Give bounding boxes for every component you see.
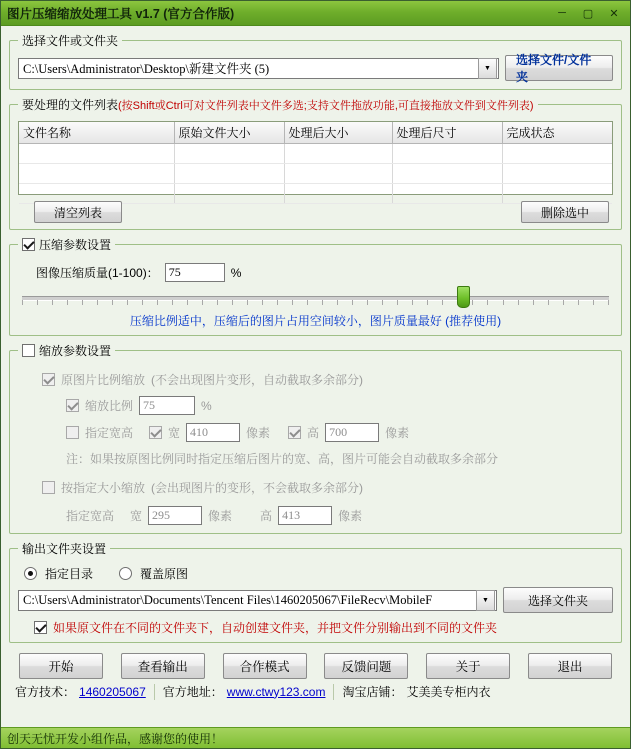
fixed-wh-label: 指定宽高 [66, 509, 115, 523]
scale-enable-checkbox[interactable] [22, 344, 35, 357]
compress-enable-checkbox[interactable] [22, 238, 35, 251]
file-list-legend-note: (按Shift或Ctrl可对文件列表中文件多选;支持文件拖放功能,可直接拖放文件到文件列表) [118, 100, 534, 112]
output-path-row [18, 587, 613, 613]
ratio-mode-label: 原图片比例缩放 [61, 373, 146, 387]
fixed-mode-label: 按指定大小缩放 [61, 481, 146, 495]
start-button[interactable]: 开始 [19, 653, 103, 679]
tech-contact [15, 683, 146, 700]
tech-label: 官方技术： [15, 685, 76, 699]
file-list-actions [18, 201, 613, 223]
source-selection-group [9, 32, 622, 90]
source-selection-legend: 选择文件或文件夹 [22, 34, 119, 48]
ratio-input[interactable] [139, 396, 195, 415]
shop-label: 淘宝店铺： [342, 685, 403, 699]
official-site [163, 683, 326, 700]
exit-button[interactable]: 退出 [528, 653, 612, 679]
fixed-width-input[interactable] [148, 506, 202, 525]
file-list-legend-main: 要处理的文件列表 [22, 98, 119, 112]
fixed-wh-row [66, 506, 613, 525]
slider-ticks [22, 300, 609, 306]
fixed-mode-checkbox[interactable] [42, 481, 55, 494]
taobao-shop [342, 683, 490, 700]
compress-legend-label: 压缩参数设置 [39, 238, 112, 252]
delete-selected-button[interactable]: 删除选中 [521, 201, 609, 223]
browse-files-button[interactable]: 选择文件/文件夹 [505, 55, 613, 81]
fixed-height-unit: 像素 [338, 509, 363, 523]
file-table-body [19, 144, 612, 204]
ratio-percent: % [201, 398, 212, 413]
auto-create-checkbox[interactable] [34, 621, 47, 634]
status-text: 创天无忧开发小组作品，感谢您的使用！ [7, 731, 224, 746]
window-controls [550, 3, 628, 23]
feedback-button[interactable]: 反馈问题 [324, 653, 408, 679]
tech-qq-link[interactable]: 1460205067 [79, 684, 146, 699]
specify-wh-label: 指定宽高 [85, 426, 134, 440]
compress-group [9, 236, 622, 336]
quality-row [36, 263, 613, 282]
col-processed-size[interactable]: 处理后大小 [284, 122, 392, 144]
compress-legend [18, 236, 115, 253]
cooperation-button[interactable]: 合作模式 [223, 653, 307, 679]
slider-thumb[interactable] [457, 286, 470, 308]
close-icon[interactable]: ✕ [609, 7, 619, 20]
ratio-label: 缩放比例 [85, 399, 134, 413]
ratio-row [66, 396, 613, 415]
output-mode-overwrite-radio[interactable] [119, 567, 132, 580]
output-mode-overwrite-label: 覆盖原图 [140, 567, 189, 581]
about-button[interactable]: 关于 [426, 653, 510, 679]
maximize-icon[interactable]: ▢ [582, 7, 594, 20]
divider [333, 684, 334, 700]
height-checkbox[interactable] [288, 426, 301, 439]
status-bar [1, 727, 630, 748]
official-site-link[interactable]: www.ctwy123.com [226, 684, 326, 699]
ratio-mode-note: (不会出现图片变形，自动截取多余部分) [151, 373, 364, 387]
output-path-combo[interactable] [18, 590, 497, 611]
col-original-size[interactable]: 原始文件大小 [174, 122, 284, 144]
scale-group [9, 342, 622, 534]
minimize-icon[interactable]: ─ [558, 7, 566, 19]
ratio-checkbox[interactable] [66, 399, 79, 412]
output-mode-dir-radio[interactable] [24, 567, 37, 580]
fixed-width-label: 宽 [130, 509, 143, 523]
link-bar [9, 681, 622, 700]
main-content [1, 26, 630, 727]
scale-tip: 注：如果按原图比例同时指定压缩后图片的宽、高，图片可能会自动截取多余部分 [66, 452, 499, 466]
output-mode-dir-label: 指定目录 [45, 567, 94, 581]
width-height-row [66, 423, 613, 442]
ratio-mode-row [42, 371, 613, 388]
shop-name: 艾美美专柜内衣 [406, 685, 491, 699]
quality-input[interactable] [165, 263, 225, 282]
fixed-height-label: 高 [260, 509, 273, 523]
window-title: 图片压缩缩放处理工具 v1.7 (官方合作版) [7, 7, 235, 21]
ratio-mode-checkbox[interactable] [42, 373, 55, 386]
chevron-down-icon[interactable]: ▼ [476, 590, 495, 611]
table-row[interactable] [19, 144, 612, 164]
fixed-mode-row [42, 479, 613, 496]
auto-create-row [34, 619, 613, 636]
scale-legend-label: 缩放参数设置 [39, 344, 112, 358]
output-group [9, 540, 622, 643]
fixed-height-input[interactable] [278, 506, 332, 525]
col-processed-dimension[interactable]: 处理后尺寸 [392, 122, 502, 144]
view-output-button[interactable]: 查看输出 [121, 653, 205, 679]
height-label: 高 [307, 426, 320, 440]
file-list-legend [18, 96, 538, 113]
browse-output-button[interactable]: 选择文件夹 [503, 587, 613, 613]
auto-create-label: 如果原文件在不同的文件夹下，自动创建文件夹，并把文件分别输出到不同的文件夹 [53, 621, 498, 635]
site-label: 官方地址： [162, 685, 223, 699]
quality-label: 图像压缩质量(1-100)： [36, 266, 159, 280]
scale-legend [18, 342, 115, 359]
divider [154, 684, 155, 700]
file-table [19, 122, 612, 204]
specify-wh-checkbox[interactable] [66, 426, 79, 439]
table-header-row [19, 122, 612, 144]
file-list-group [9, 96, 622, 230]
quality-slider[interactable] [22, 286, 609, 308]
action-button-bar [9, 649, 622, 681]
width-input[interactable] [186, 423, 240, 442]
source-path-value: C:\Users\Administrator\Desktop\新建文件夹 (5) [23, 62, 270, 76]
output-legend: 输出文件夹设置 [22, 542, 107, 556]
output-mode-row [24, 565, 613, 582]
quality-percent: % [230, 265, 242, 280]
source-row [18, 53, 613, 84]
fixed-width-unit: 像素 [208, 509, 233, 523]
fixed-mode-note: (会出现图片的变形，不会截取多余部分) [151, 481, 364, 495]
width-label: 宽 [168, 426, 181, 440]
compress-note: 压缩比例适中，压缩后的图片占用空间较小，图片质量最好 (推荐使用) [129, 314, 502, 328]
width-unit: 像素 [246, 426, 271, 440]
title-bar [1, 1, 630, 26]
output-path-value: C:\Users\Administrator\Documents\Tencent Files\1460205067\FileRecv\MobileF [23, 592, 433, 607]
width-checkbox[interactable] [149, 426, 162, 439]
clear-list-button[interactable]: 清空列表 [34, 201, 122, 223]
chevron-down-icon[interactable]: ▼ [478, 58, 497, 79]
col-status[interactable]: 完成状态 [502, 122, 612, 144]
col-file-name[interactable]: 文件名称 [19, 122, 174, 144]
height-input[interactable] [325, 423, 379, 442]
source-path-combo[interactable] [18, 58, 499, 79]
file-list-table[interactable] [18, 121, 613, 195]
table-row[interactable] [19, 164, 612, 184]
height-unit: 像素 [385, 426, 410, 440]
